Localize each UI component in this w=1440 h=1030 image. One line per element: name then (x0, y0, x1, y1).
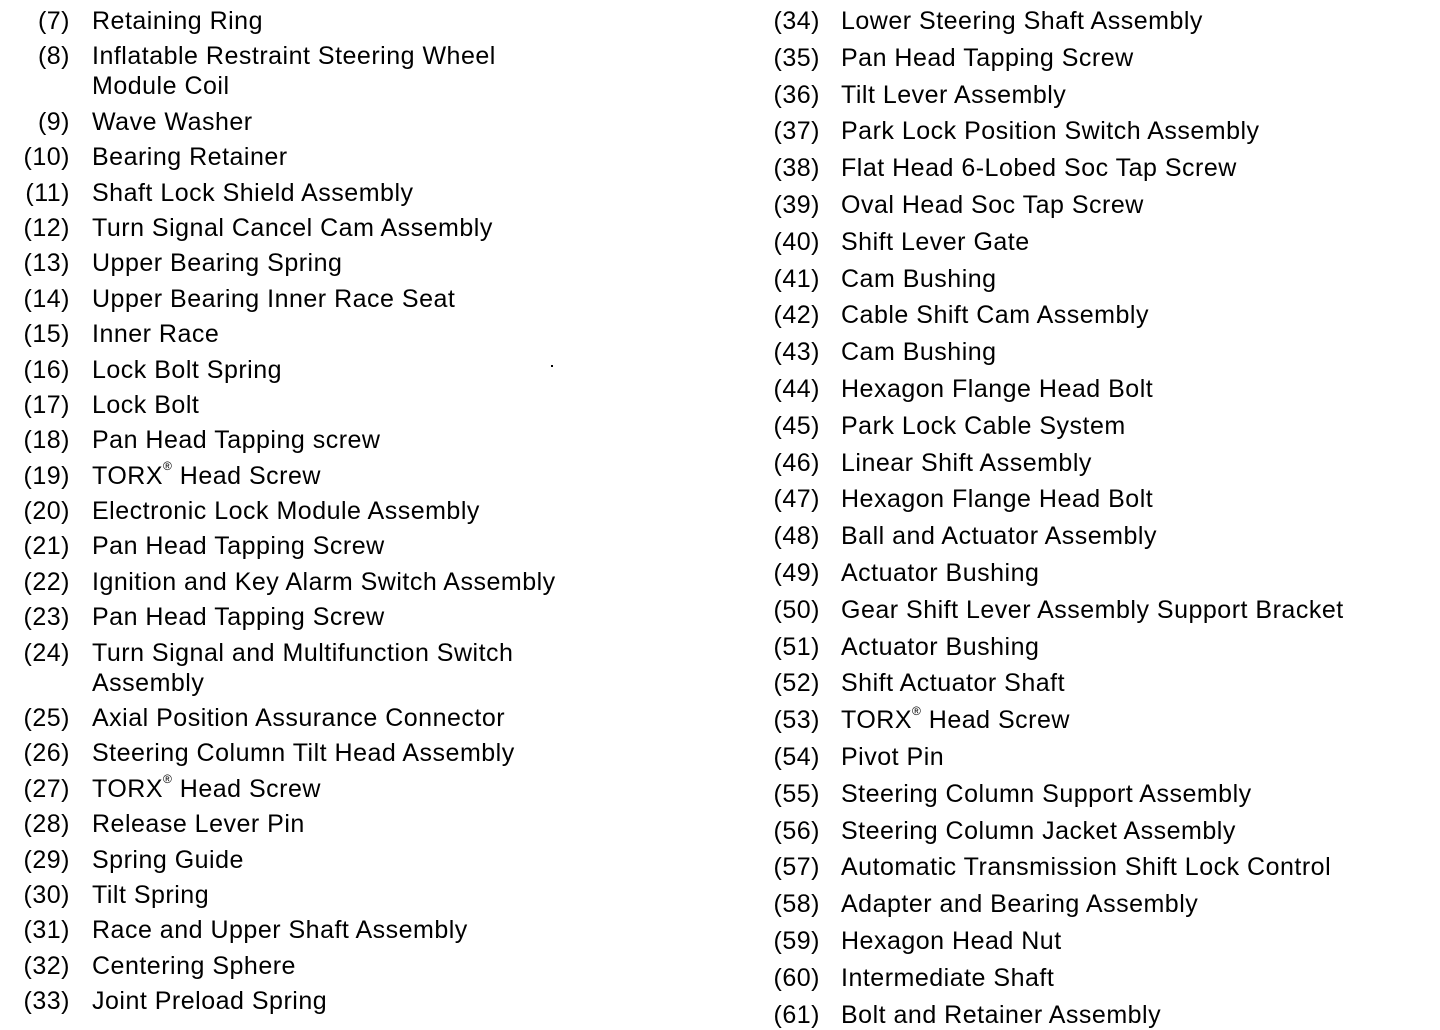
item-label: Pan Head Tapping screw (92, 426, 381, 455)
legend-item (740, 0, 1440, 37)
legend-item (740, 883, 1440, 920)
legend-item (740, 74, 1440, 111)
item-label: Steering Column Tilt Head Assembly (92, 739, 515, 768)
item-label: Bolt and Retainer Assembly (841, 1000, 1162, 1029)
legend-item (0, 839, 720, 874)
item-number: (17) (23, 390, 70, 419)
item-number: (33) (23, 987, 70, 1016)
item-number: (58) (773, 890, 820, 919)
legend-item (0, 313, 720, 348)
item-label: Oval Head Soc Tap Screw (841, 190, 1144, 219)
item-label: Steering Column Support Assembly (841, 779, 1252, 808)
item-label: Race and Upper Shaft Assembly (92, 916, 468, 945)
legend-item (740, 552, 1440, 589)
legend-item (740, 626, 1440, 663)
item-number: (32) (23, 951, 70, 980)
item-label-suffix: Head Screw (172, 774, 321, 803)
item-label (92, 41, 612, 101)
item-number: (51) (773, 632, 820, 661)
item-label-line2: Module Coil (92, 72, 230, 101)
item-label: Upper Bearing Inner Race Seat (92, 284, 456, 313)
item-label: Pan Head Tapping Screw (92, 603, 385, 632)
item-label: Inner Race (92, 320, 220, 349)
item-number: (27) (23, 774, 70, 803)
item-label: Cam Bushing (841, 264, 997, 293)
legend-item (740, 994, 1440, 1030)
item-number: (48) (773, 522, 820, 551)
legend-item (740, 37, 1440, 74)
item-label (841, 705, 1440, 735)
item-label: Hexagon Flange Head Bolt (841, 485, 1154, 514)
item-label: Hexagon Flange Head Bolt (841, 374, 1154, 403)
item-number: (19) (23, 461, 70, 490)
item-label: Retaining Ring (92, 7, 263, 35)
item-label: Park Lock Position Switch Assembly (841, 117, 1260, 146)
legend-item (740, 515, 1440, 552)
legend-item (0, 101, 720, 136)
item-label: Hexagon Head Nut (841, 926, 1062, 955)
item-number: (41) (773, 264, 820, 293)
legend-item (0, 384, 720, 419)
item-number: (54) (773, 742, 820, 771)
legend-item (740, 957, 1440, 994)
legend-item (740, 331, 1440, 368)
item-number: (53) (773, 706, 820, 735)
item-label: Ignition and Key Alarm Switch Assembly (92, 567, 556, 596)
item-number: (42) (773, 301, 820, 330)
item-label: Lock Bolt Spring (92, 355, 283, 384)
legend-item (740, 294, 1440, 331)
item-number: (59) (773, 926, 820, 955)
item-number: (21) (23, 532, 70, 561)
item-label: Actuator Bushing (841, 632, 1040, 661)
legend-item (0, 278, 720, 313)
item-label: Park Lock Cable System (841, 411, 1126, 440)
legend-item (0, 242, 720, 277)
item-number: (35) (773, 43, 820, 72)
item-label: Pivot Pin (841, 742, 945, 771)
item-number: (60) (773, 963, 820, 992)
item-label: Shift Lever Gate (841, 227, 1030, 256)
item-label: Pan Head Tapping Screw (92, 532, 385, 561)
legend-item (740, 368, 1440, 405)
item-number: (23) (23, 603, 70, 632)
item-label: Wave Washer (92, 107, 253, 136)
item-label: Cable Shift Cam Assembly (841, 301, 1149, 330)
legend-item (740, 110, 1440, 147)
legend-item (740, 221, 1440, 258)
item-number: (7) (37, 7, 70, 35)
legend-item (740, 920, 1440, 957)
item-number: (29) (23, 845, 70, 874)
item-number: (45) (773, 411, 820, 440)
legend-item (0, 525, 720, 560)
item-label: Axial Position Assurance Connector (92, 704, 506, 733)
item-number: (31) (23, 916, 70, 945)
legend-item (740, 846, 1440, 883)
legend-item (0, 596, 720, 631)
item-label-line2: Assembly (92, 668, 205, 697)
item-number: (52) (773, 669, 820, 698)
registered-mark: ® (912, 703, 922, 718)
item-label: Linear Shift Assembly (841, 448, 1092, 477)
item-number: (22) (23, 567, 70, 596)
item-number: (39) (773, 190, 820, 219)
item-label: Cam Bushing (841, 338, 997, 367)
legend-item (740, 442, 1440, 479)
item-number: (25) (23, 704, 70, 733)
item-label: Actuator Bushing (841, 558, 1040, 587)
torx-text: TORX (841, 706, 912, 735)
item-number: (49) (773, 558, 820, 587)
item-label-suffix: Head Screw (921, 706, 1070, 735)
item-number: (30) (23, 880, 70, 909)
item-label: Release Lever Pin (92, 810, 305, 839)
item-number: (14) (23, 284, 70, 313)
item-label: Steering Column Jacket Assembly (841, 816, 1236, 845)
legend-item (0, 490, 720, 525)
legend-item (740, 405, 1440, 442)
registered-mark: ® (163, 459, 173, 474)
item-number: (55) (773, 779, 820, 808)
legend-item (0, 697, 720, 732)
item-label: Turn Signal Cancel Cam Assembly (92, 213, 493, 242)
item-number: (38) (773, 154, 820, 183)
item-number: (46) (773, 448, 820, 477)
legend-item (0, 561, 720, 596)
item-label: Upper Bearing Spring (92, 249, 343, 278)
item-label: Electronic Lock Module Assembly (92, 497, 480, 526)
item-number: (18) (23, 426, 70, 455)
torx-text: TORX (92, 461, 163, 490)
item-number: (40) (773, 227, 820, 256)
item-number: (8) (37, 42, 70, 71)
item-number: (43) (773, 338, 820, 367)
legend-item (0, 349, 720, 384)
item-number: (26) (23, 739, 70, 768)
torx-text: TORX (92, 774, 163, 803)
legend-item (740, 258, 1440, 295)
legend-item (0, 207, 720, 242)
item-label: Lower Steering Shaft Assembly (841, 7, 1203, 35)
item-label: Ball and Actuator Assembly (841, 522, 1157, 551)
item-number: (56) (773, 816, 820, 845)
item-label: Joint Preload Spring (92, 987, 328, 1016)
legend-item (0, 980, 720, 1015)
item-label: Adapter and Bearing Assembly (841, 890, 1199, 919)
item-label: Pan Head Tapping Screw (841, 43, 1134, 72)
parts-legend-left-column (0, 0, 720, 1016)
item-number: (24) (23, 638, 70, 667)
legend-item (0, 136, 720, 171)
legend-item (0, 945, 720, 980)
item-label: Automatic Transmission Shift Lock Control (841, 853, 1332, 882)
item-number: (9) (37, 107, 70, 136)
item-label: Flat Head 6-Lobed Soc Tap Screw (841, 154, 1237, 183)
item-number: (44) (773, 374, 820, 403)
legend-item (0, 803, 720, 838)
legend-item (740, 736, 1440, 773)
item-label: Bearing Retainer (92, 143, 288, 172)
item-number: (12) (23, 213, 70, 242)
item-label-line1: Turn Signal and Multifunction Switch (92, 638, 514, 667)
item-label-line1: Inflatable Restraint Steering Wheel (92, 42, 496, 71)
item-label-suffix: Head Screw (172, 461, 321, 490)
legend-item (740, 147, 1440, 184)
stray-dot (551, 365, 553, 367)
item-number: (61) (773, 1000, 820, 1029)
item-label: Centering Sphere (92, 951, 296, 980)
item-label: Tilt Lever Assembly (841, 80, 1067, 109)
item-label: Tilt Spring (92, 880, 210, 909)
item-number: (50) (773, 595, 820, 624)
legend-item (0, 874, 720, 909)
legend-item (0, 0, 720, 35)
item-label (92, 461, 612, 491)
legend-item (0, 35, 720, 100)
item-number: (11) (25, 178, 70, 207)
item-label: Spring Guide (92, 845, 244, 874)
item-number: (15) (23, 320, 70, 349)
legend-item (0, 455, 720, 490)
item-number: (57) (773, 853, 820, 882)
item-number: (20) (23, 497, 70, 526)
item-number: (13) (23, 249, 70, 278)
item-number: (47) (773, 485, 820, 514)
legend-item (0, 419, 720, 454)
item-number: (36) (773, 80, 820, 109)
item-number: (37) (773, 117, 820, 146)
item-label: Shift Actuator Shaft (841, 669, 1066, 698)
legend-item (0, 632, 720, 697)
registered-mark: ® (163, 772, 173, 787)
legend-item (740, 699, 1440, 736)
legend-item (740, 184, 1440, 221)
legend-item (0, 172, 720, 207)
legend-item (740, 773, 1440, 810)
legend-item (740, 662, 1440, 699)
item-number: (28) (23, 810, 70, 839)
legend-item (740, 589, 1440, 626)
legend-item (0, 909, 720, 944)
item-number: (10) (23, 143, 70, 172)
item-label: Lock Bolt (92, 390, 200, 419)
item-label (92, 774, 612, 804)
parts-legend-right-column (740, 0, 1440, 1030)
legend-item (0, 768, 720, 803)
item-number: (16) (23, 355, 70, 384)
item-label: Intermediate Shaft (841, 963, 1055, 992)
item-label: Shaft Lock Shield Assembly (92, 178, 414, 207)
item-label: Gear Shift Lever Assembly Support Bracket (841, 595, 1344, 624)
legend-item (740, 478, 1440, 515)
item-label (92, 638, 612, 698)
legend-item (740, 810, 1440, 847)
item-number: (34) (773, 7, 820, 35)
legend-item (0, 732, 720, 767)
